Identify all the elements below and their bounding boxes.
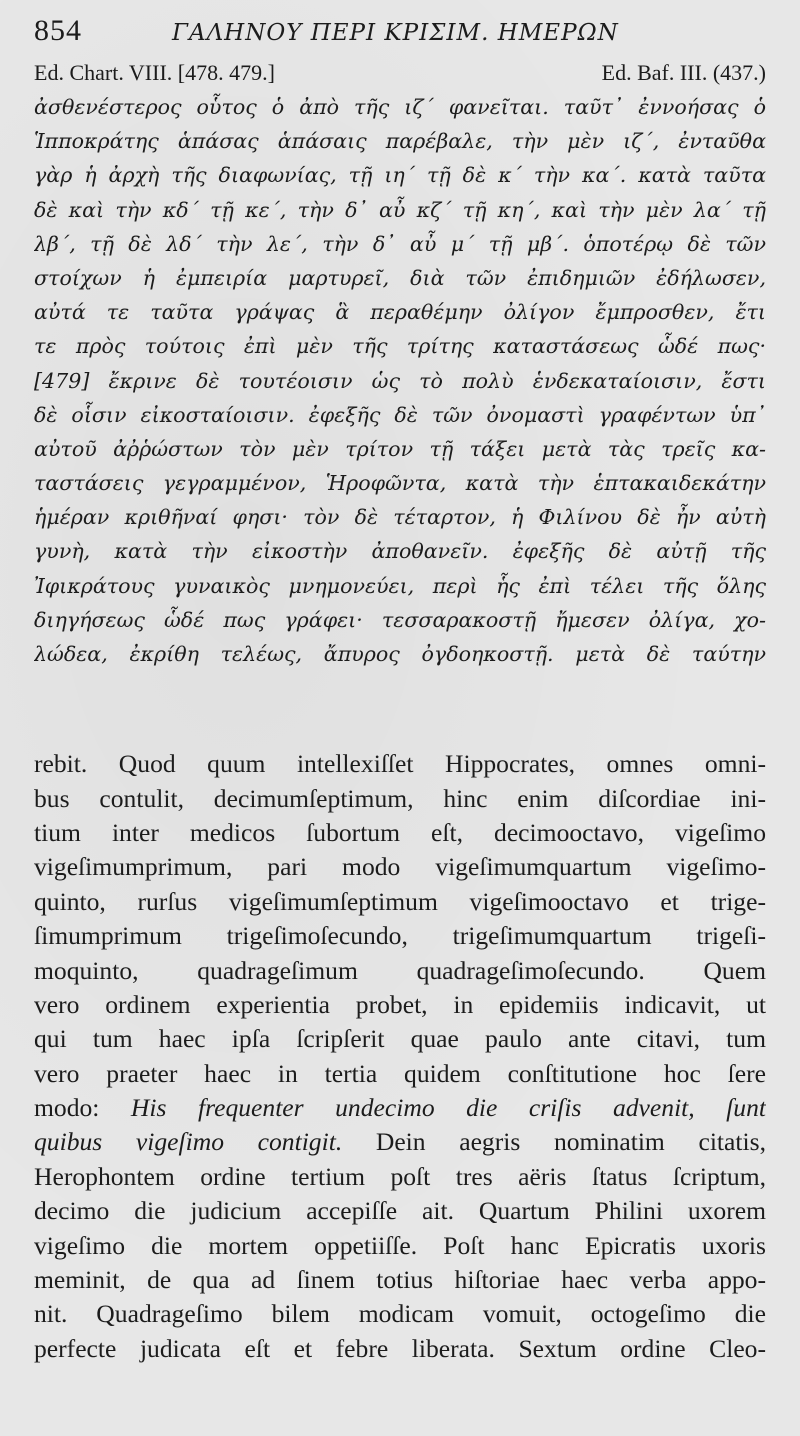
latin-line: ſimumprimum trigeſimoſecundo, trigeſimumquartum trigeſi-	[34, 921, 766, 951]
latin-line: tium inter medicos ſubortum eſt, decimooctavo, vigeſimo	[34, 817, 766, 847]
latin-line: meminit, de qua ad ſinem totius hiſtoriae haec verba appo-	[34, 1265, 766, 1295]
page-number: 854	[34, 14, 82, 47]
latin-line: moquinto, quadrageſimum quadrageſimoſecundo. Quem	[34, 955, 766, 985]
column-gap	[34, 671, 766, 747]
latin-line-start: modo:	[34, 1093, 100, 1123]
greek-line: δὲ οἷσιν εἰκοσταίοισιν. ἐφεξῆς δὲ τῶν ὀνομαστὶ γραφέντων ὑπ᾽	[34, 402, 766, 427]
running-head	[34, 14, 766, 58]
greek-line: γὰρ ἡ ἀρχὴ τῆς διαφωνίας, τῇ ιη΄ τῇ δὲ κ΄ τὴν κα΄. κατὰ ταῦτα	[34, 163, 766, 188]
edition-basel-ref: Ed. Baf. III. (437.)	[601, 60, 766, 85]
greek-line: ἀσθενέστερος οὗτος ὁ ἀπὸ τῆς ιζ΄ φανεῖται. ταῦτ᾽ ἐννοήσας ὁ	[34, 95, 766, 119]
greek-line: τε πρὸς τούτοις ἐπὶ μὲν τῆς τρίτης καταστάσεως ὧδέ πως·	[34, 334, 766, 359]
greek-line: [479] ἔκρινε δὲ τουτέοισιν ὡς τὸ πολὺ ἑνδεκαταίοισιν, ἔστι	[34, 368, 766, 393]
latin-line-rest: Dein aegris nominatim citatis,	[375, 1127, 766, 1157]
greek-line: ἡμέραν κριθῆναί φησι· τὸν δὲ τέταρτον, ἡ Φιλίνου δὲ ἦν αὐτὴ	[34, 505, 766, 530]
latin-line: vero praeter haec in tertia quidem conſtitutione hoc ſere	[34, 1058, 766, 1088]
greek-line: Ἱπποκράτης ἁπάσας ἁπάσαις παρέβαλε, τὴν μὲν ιζ΄, ἐνταῦθα	[34, 129, 766, 154]
latin-line: quinto, rurſus vigeſimumſeptimum vigeſimooctavo et trige-	[34, 886, 766, 916]
latin-line: Herophontem ordine tertium poſt tres aëris ſtatus ſcriptum,	[34, 1161, 766, 1191]
latin-line: rebit. Quod quum intellexiſſet Hippocrates, omnes omni-	[34, 749, 766, 779]
latin-line: perfecte judicata eſt et febre liberata. Sextum ordine Cleo-	[34, 1333, 766, 1363]
latin-line: vigeſimo die mortem oppetiiſſe. Poſt hanc Epicratis uxoris	[34, 1230, 766, 1260]
greek-line: λβ΄, τῇ δὲ λδ΄ τὴν λε΄, τὴν δ᾽ αὖ μ΄ τῇ μβ΄. ὁποτέρῳ δὲ τῶν	[34, 231, 766, 256]
greek-line: αὐτοῦ ἀῤῥώστων τὸν μὲν τρίτον τῇ τάξει μετὰ τὰς τρεῖς κα-	[34, 436, 766, 461]
greek-line: αὐτά τε ταῦτα γράψας ἃ περαθέμην ὀλίγον ἔμπροσθεν, ἔτι	[34, 300, 766, 325]
greek-line: δὲ καὶ τὴν κδ΄ τῇ κε΄, τὴν δ᾽ αὖ κζ΄ τῇ κη΄, καὶ τὴν μὲν λα΄ τῇ	[34, 197, 766, 222]
latin-line: vigeſimumprimum, pari modo vigeſimumquartum vigeſimo-	[34, 852, 766, 882]
running-title: ΓΑΛΗΝΟΥ ΠΕΡΙ ΚΡΙΣΙΜ. ΗΜΕΡΩΝ	[172, 20, 619, 46]
edition-chart-ref: Ed. Chart. VIII. [478. 479.]	[34, 60, 275, 85]
latin-text-block	[34, 747, 766, 1366]
latin-line: decimo die judicium accepiſſe ait. Quartum Philini uxorem	[34, 1196, 766, 1226]
greek-line: διηγήσεως ὧδέ πως γράφει· τεσσαρακοστῇ ἤμεσεν ὀλίγα, χο-	[34, 607, 766, 632]
latin-line: nit. Quadrageſimo bilem modicam vomuit, octogeſimo die	[34, 1299, 766, 1329]
greek-line: λώδεα, ἐκρίθη τελέως, ἄπυρος ὀγδοηκοστῇ. μετὰ δὲ ταύτην	[34, 642, 766, 666]
greek-line: γυνὴ, κατὰ τὴν εἰκοστὴν ἀποθανεῖν. ἐφεξῆς δὲ αὐτῇ τῆς	[34, 539, 766, 564]
latin-line: qui tum haec ipſa ſcripſerit quae paulo ante citavi, tum	[34, 1024, 766, 1054]
greek-text-block	[34, 90, 766, 671]
greek-line: Ἰφικράτους γυναικὸς μνημονεύει, περὶ ἧς ἐπὶ τέλει τῆς ὅλης	[34, 573, 766, 598]
latin-italic-quote: His frequenter undecimo die criſis advenit, ſunt	[130, 1093, 766, 1123]
greek-line: ταστάσεις γεγραμμένον, Ἡροφῶντα, κατὰ τὴν ἑπτακαιδεκάτην	[34, 471, 766, 496]
latin-line-with-quote	[34, 1125, 766, 1159]
latin-italic-quote-end: quibus vigeſimo contigit.	[34, 1127, 343, 1157]
latin-line: vero ordinem experientia probet, in epidemiis indicavit, ut	[34, 989, 766, 1019]
edition-references	[34, 60, 766, 90]
greek-line: στοίχων ἡ ἐμπειρία μαρτυρεῖ, διὰ τῶν ἐπιδημιῶν ἐδήλωσεν,	[34, 265, 766, 290]
latin-line: bus contulit, decimumſeptimum, hinc enim diſcordiae ini-	[34, 783, 766, 813]
latin-line-with-quote	[34, 1091, 766, 1125]
